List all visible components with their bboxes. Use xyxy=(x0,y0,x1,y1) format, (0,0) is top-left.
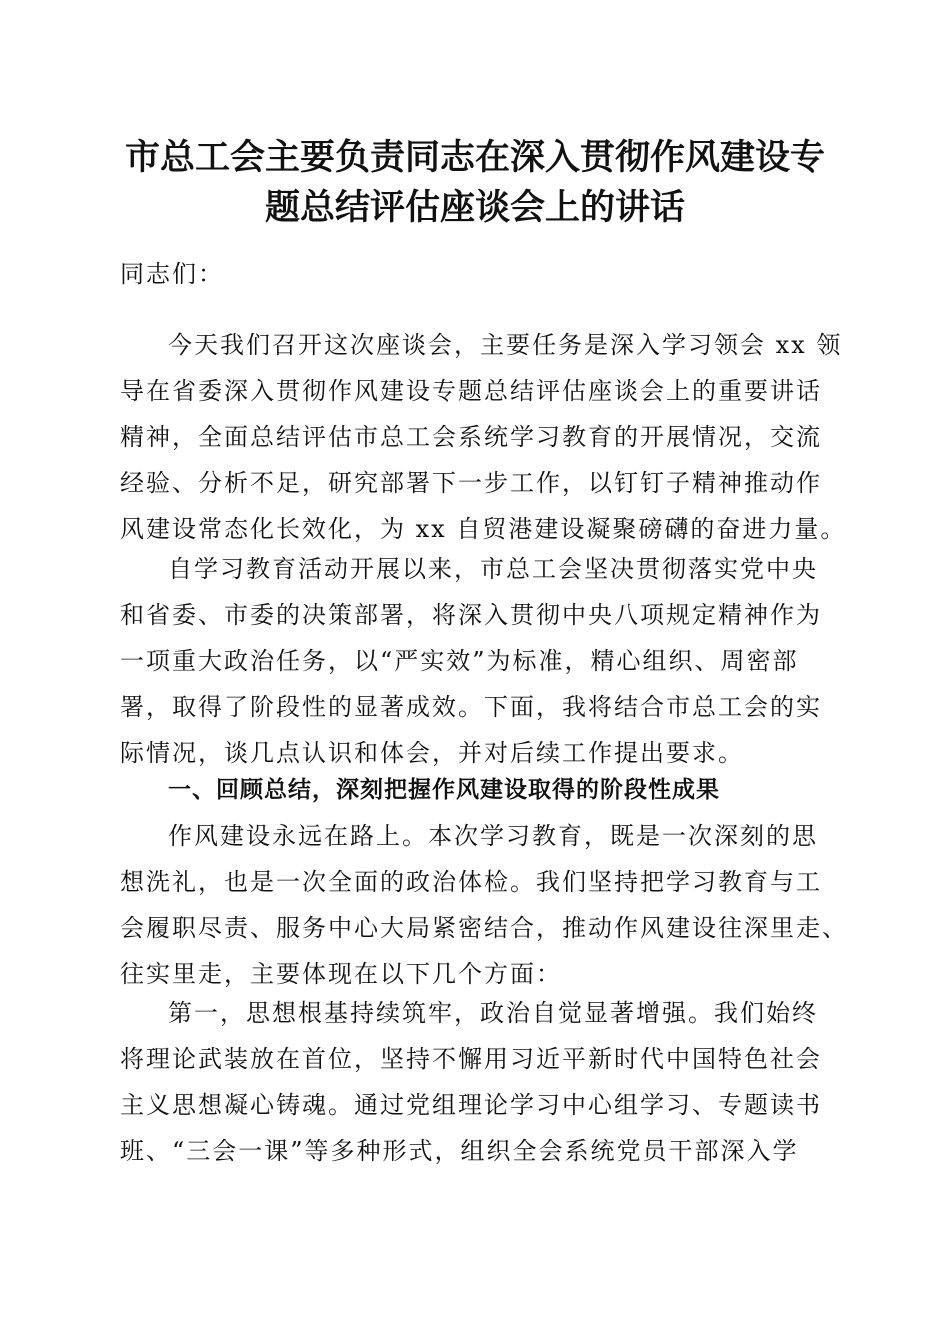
paragraph-3-line: 往实里走，主要体现在以下几个方面： xyxy=(120,960,562,988)
paragraph-3-line: 会履职尽责、服务中心大局紧密结合，推动作风建设往深里走、 xyxy=(120,914,848,942)
paragraph-1-line: 今天我们召开这次座谈会，主要任务是深入学习领会 xx 领 xyxy=(168,331,843,359)
paragraph-4-line: 班、“三会一课”等多种形式，组织全会系统党员干部深入学 xyxy=(120,1137,799,1165)
paragraph-1 xyxy=(120,322,847,552)
paragraph-2 xyxy=(120,546,840,776)
section-heading-1: 一、回顾总结，深刻把握作风建设取得的阶段性成果 xyxy=(168,777,720,803)
paragraph-3-line: 想洗礼，也是一次全面的政治体检。我们坚持把学习教育与工 xyxy=(120,868,822,896)
paragraph-4-line: 主义思想凝心铸魂。通过党组理论学习中心组学习、专题读书 xyxy=(120,1091,822,1119)
salutation xyxy=(120,251,840,297)
salutation-text: 同志们： xyxy=(120,260,224,288)
paragraph-1-line: 导在省委深入贯彻作风建设专题总结评估座谈会上的重要讲话 xyxy=(120,377,822,405)
paragraph-1-line: 经验、分析不足，研究部署下一步工作，以钉钉子精神推动作 xyxy=(120,469,822,497)
paragraph-4 xyxy=(120,990,840,1174)
document-title xyxy=(100,133,850,233)
paragraph-2-line: 和省委、市委的决策部署，将深入贯彻中央八项规定精神作为 xyxy=(120,601,822,629)
paragraph-3-line: 作风建设永远在路上。本次学习教育，既是一次深刻的思 xyxy=(168,822,818,850)
paragraph-4-line: 将理论武装放在首位，坚持不懈用习近平新时代中国特色社会 xyxy=(120,1045,822,1073)
paragraph-1-line: 风建设常态化长效化，为 xx 自贸港建设凝聚磅礴的奋进力量。 xyxy=(120,515,847,543)
title-line-1: 市总工会主要负责同志在深入贯彻作风建设专 xyxy=(124,137,825,178)
paragraph-2-line: 署，取得了阶段性的显著成效。下面，我将结合市总工会的实 xyxy=(120,693,822,721)
paragraph-3 xyxy=(120,813,848,997)
paragraph-4-line: 第一，思想根基持续筑牢，政治自觉显著增强。我们始终 xyxy=(168,999,818,1027)
paragraph-1-line: 精神，全面总结评估市总工会系统学习教育的开展情况，交流 xyxy=(120,423,822,451)
title-line-2: 题总结评估座谈会上的讲话 xyxy=(264,187,685,228)
paragraph-2-line: 自学习教育活动开展以来，市总工会坚决贯彻落实党中央 xyxy=(168,555,818,583)
paragraph-2-line: 一项重大政治任务，以“严实效”为标准，精心组织、周密部 xyxy=(120,647,799,675)
paragraph-2-line: 际情况，谈几点认识和体会，并对后续工作提出要求。 xyxy=(120,739,744,767)
